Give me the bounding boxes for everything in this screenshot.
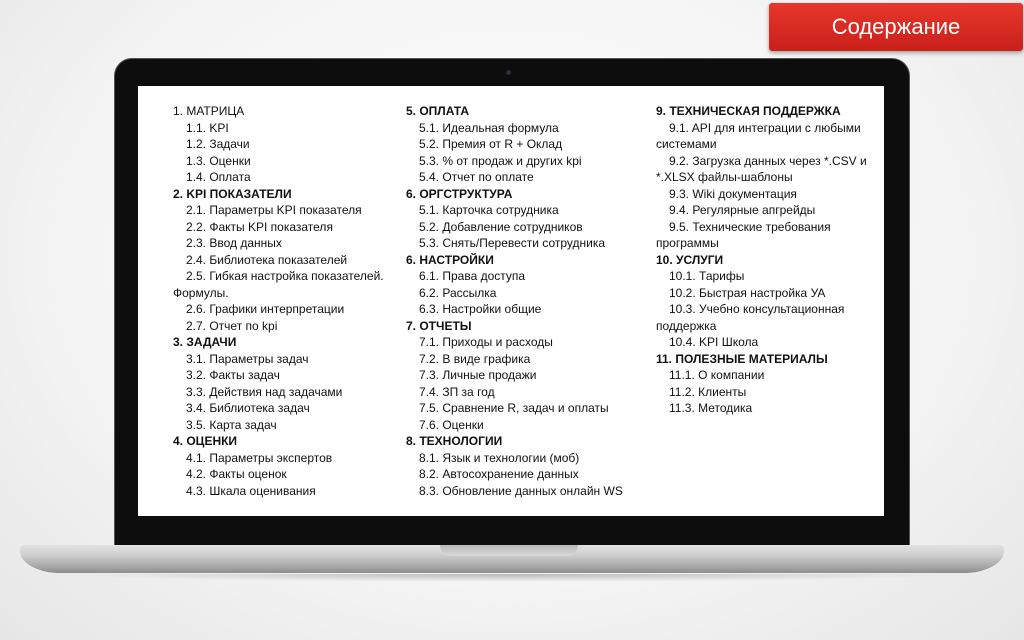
- toc-item[interactable]: 5.2. Премия от R + Оклад: [419, 137, 563, 151]
- toc-item[interactable]: 6.1. Права доступа: [419, 269, 526, 283]
- toc-section-heading[interactable]: 7. ОТЧЕТЫ: [406, 318, 472, 333]
- toc-item[interactable]: 1.2. Задачи: [186, 137, 250, 151]
- toc-item[interactable]: 2.6. Графики интерпретации: [186, 302, 345, 316]
- toc-column-3: [656, 103, 876, 417]
- toc-column-1: [173, 103, 403, 499]
- toc-section-heading[interactable]: 5. ОПЛАТА: [406, 104, 470, 118]
- toc-section-heading[interactable]: 3. ЗАДАЧИ: [173, 335, 237, 349]
- toc-item[interactable]: 1.4. Оплата: [186, 170, 251, 184]
- toc-item[interactable]: 5.2. Добавление сотрудников: [419, 219, 583, 234]
- toc-item[interactable]: 5.3. Снять/Перевести сотрудника: [419, 236, 606, 250]
- toc-item[interactable]: 7.6. Оценки: [419, 417, 484, 432]
- toc-item[interactable]: 11.3. Методика: [669, 401, 753, 415]
- toc-item[interactable]: 2.1. Параметры KPI показателя: [186, 203, 362, 217]
- toc-item[interactable]: 9.5. Технические требования программы: [656, 219, 831, 250]
- toc-item[interactable]: 2.7. Отчет по kpi: [186, 318, 278, 333]
- slide-title: Содержание: [769, 3, 1023, 51]
- toc-item[interactable]: 3.5. Карта задач: [186, 417, 277, 432]
- toc-item[interactable]: 9.2. Загрузка данных через *.CSV и *.XLSX файлы-шаблоны: [656, 153, 867, 184]
- toc-item[interactable]: 10.2. Быстрая настройка УА: [669, 285, 826, 300]
- toc-item[interactable]: 7.3. Личные продажи: [419, 368, 537, 382]
- toc-section-heading[interactable]: 9. ТЕХНИЧЕСКАЯ ПОДДЕРЖКА: [656, 104, 841, 118]
- toc-item[interactable]: 3.1. Параметры задач: [186, 351, 309, 366]
- toc-section-heading[interactable]: 8. ТЕХНОЛОГИИ: [406, 434, 503, 448]
- toc-item[interactable]: 8.2. Автосохранение данных: [419, 467, 579, 481]
- toc-item[interactable]: 10.4. KPI Школа: [669, 335, 759, 349]
- toc-item[interactable]: 5.3. % от продаж и других kpi: [419, 153, 582, 168]
- toc-section-heading[interactable]: 1. МАТРИЦА: [173, 104, 245, 118]
- toc-item[interactable]: 7.5. Сравнение R, задач и оплаты: [419, 401, 609, 415]
- toc-item[interactable]: 10.1. Тарифы: [669, 269, 745, 283]
- toc-item[interactable]: 7.2. В виде графика: [419, 351, 531, 366]
- toc-item[interactable]: 11.1. О компании: [669, 368, 765, 382]
- camera-dot: [506, 70, 511, 75]
- toc-item[interactable]: 2.2. Факты KPI показателя: [186, 219, 333, 234]
- toc-item[interactable]: 3.3. Действия над задачами: [186, 384, 343, 399]
- toc-item[interactable]: 1.1. KPI: [186, 120, 229, 135]
- laptop-screen: [138, 86, 884, 516]
- toc-item[interactable]: 7.1. Приходы и расходы: [419, 335, 553, 349]
- toc-item[interactable]: 6.2. Рассылка: [419, 285, 497, 300]
- toc-item[interactable]: 9.4. Регулярные апгрейды: [669, 203, 816, 217]
- toc-item[interactable]: 4.1. Параметры экспертов: [186, 450, 333, 465]
- laptop-base-notch: [440, 545, 578, 556]
- toc-item[interactable]: 11.2. Клиенты: [669, 384, 747, 399]
- toc-section-heading[interactable]: 11. ПОЛЕЗНЫЕ МАТЕРИАЛЫ: [656, 351, 828, 366]
- toc-item[interactable]: 10.3. Учебно консультационная поддержка: [656, 302, 845, 333]
- toc-item[interactable]: 3.4. Библиотека задач: [186, 401, 310, 415]
- toc-item[interactable]: 5.4. Отчет по оплате: [419, 170, 534, 184]
- toc-item[interactable]: 7.4. ЗП за год: [419, 384, 495, 399]
- toc-item[interactable]: 1.3. Оценки: [186, 153, 251, 168]
- toc-item[interactable]: 8.3. Обновление данных онлайн WS: [419, 483, 623, 498]
- toc-section-heading[interactable]: 10. УСЛУГИ: [656, 252, 724, 267]
- toc-item[interactable]: 4.2. Факты оценок: [186, 467, 287, 481]
- toc-section-heading[interactable]: 2. KPI ПОКАЗАТЕЛИ: [173, 186, 292, 201]
- toc-section-heading[interactable]: 4. ОЦЕНКИ: [173, 434, 238, 448]
- toc-item[interactable]: 8.1. Язык и технологии (моб): [419, 450, 580, 465]
- toc-section-heading[interactable]: 6. ОРГСТРУКТУРА: [406, 186, 513, 201]
- toc-item[interactable]: 2.5. Гибкая настройка показателей. Формулы.: [173, 269, 384, 300]
- toc-item[interactable]: 5.1. Карточка сотрудника: [419, 203, 559, 217]
- toc-column-2: [406, 103, 646, 499]
- toc-item[interactable]: 2.4. Библиотека показателей: [186, 252, 348, 267]
- toc-section-heading[interactable]: 6. НАСТРОЙКИ: [406, 252, 494, 267]
- toc-item[interactable]: 9.3. Wiki документация: [669, 186, 797, 201]
- toc-item[interactable]: 3.2. Факты задач: [186, 368, 280, 382]
- toc-item[interactable]: 2.3. Ввод данных: [186, 236, 282, 250]
- toc-item[interactable]: 5.1. Идеальная формула: [419, 120, 559, 135]
- laptop-shadow: [60, 574, 964, 582]
- toc-item[interactable]: 9.1. API для интеграции с любыми системами: [656, 120, 861, 151]
- toc-item[interactable]: 6.3. Настройки общие: [419, 302, 542, 316]
- toc-item[interactable]: 4.3. Шкала оценивания: [186, 483, 316, 498]
